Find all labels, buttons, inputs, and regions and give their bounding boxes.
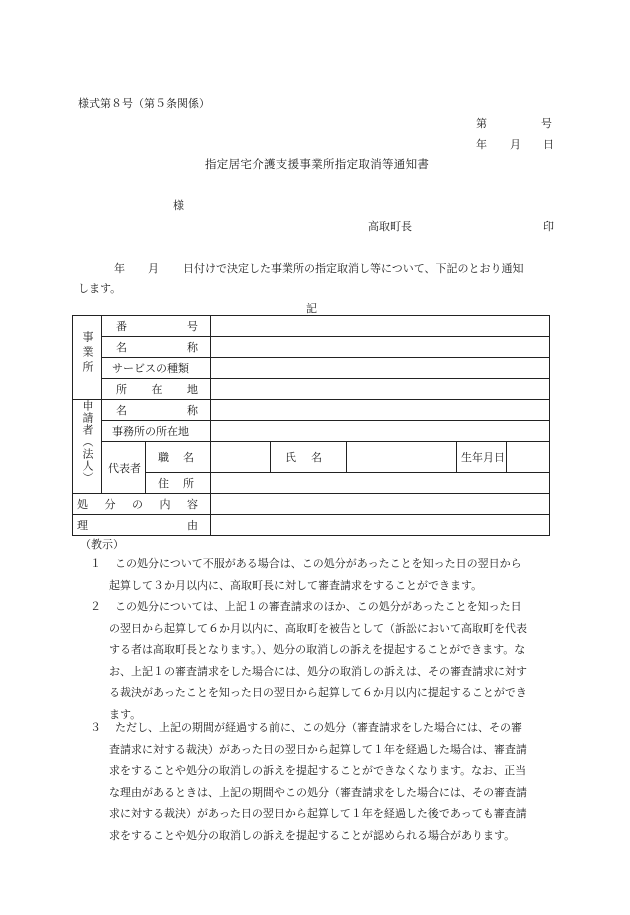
body-text-line1: 日付けで決定した事業所の指定取消し等について、下記のとおり通知 bbox=[183, 262, 524, 275]
body-month-label: 月 bbox=[148, 262, 159, 275]
kyouji-item-number: １ bbox=[90, 557, 101, 570]
rep-address-value[interactable] bbox=[211, 473, 550, 494]
kyouji-line: ただし、上記の期間が経過する前に、この処分（審査請求をした場合には、その審 bbox=[115, 721, 522, 734]
kyouji-line: この処分については、上記１の審査請求のほか、この処分があったことを知った日 bbox=[115, 600, 522, 613]
disposition-content-label: 処 分 の 内 容 bbox=[73, 494, 211, 515]
office-location-value[interactable] bbox=[211, 379, 550, 400]
service-type-label: サービスの種類 bbox=[102, 358, 211, 379]
document-number-prefix: 第 bbox=[476, 117, 487, 130]
office-group-label: 事業所 bbox=[73, 316, 102, 400]
kyouji-line: ます。 bbox=[109, 707, 142, 721]
applicant-office-location-label: 事務所の所在地 bbox=[102, 421, 211, 442]
kyouji-line: 起算して３か月以内に、高取町長に対して審査請求をすることができます。 bbox=[109, 578, 483, 592]
kyouji-line: お、上記１の審査請求をした場合には、処分の取消しの訴えは、その審査請求に対す bbox=[109, 664, 527, 678]
body-text-line2: します。 bbox=[78, 282, 122, 295]
applicant-name-value[interactable] bbox=[211, 400, 550, 421]
kyouji-line: 求をすることや処分の取消しの訴えを提起することが認められる場合があります。 bbox=[109, 828, 516, 842]
office-number-label: 番 号 bbox=[102, 316, 211, 337]
date-year-label: 年 bbox=[476, 138, 487, 151]
kyouji-line: る裁決があったことを知った日の翌日から起算して６か月以内に提起することができ bbox=[109, 686, 527, 699]
kyouji-line: の翌日から起算して６か月以内に、高取町を被告として（訴訟において高取町を代表 bbox=[109, 621, 527, 635]
kyouji-line: 求に対する裁決）があった日の翌日から起算して１年を経過した後であっても審査請 bbox=[109, 807, 527, 820]
office-name-label: 名 称 bbox=[102, 337, 211, 358]
kyouji-item-3 bbox=[90, 717, 560, 846]
reason-label: 理 由 bbox=[73, 515, 211, 536]
applicant-name-label: 名 称 bbox=[102, 400, 211, 421]
representative-label: 代表者 bbox=[102, 442, 146, 494]
kyouji-line: 求をすることや処分の取消しの訴えを提起することができなくなります。なお、正当 bbox=[109, 764, 527, 777]
kyouji-item-number: ２ bbox=[90, 600, 101, 613]
rep-title-value[interactable] bbox=[211, 442, 271, 473]
notice-body bbox=[78, 259, 558, 299]
kyouji-line: 査請求に対する裁決）があった日の翌日から起算して１年を経過した場合は、審査請 bbox=[109, 742, 527, 756]
rep-title-label: 職 名 bbox=[146, 442, 211, 473]
rep-name-value[interactable] bbox=[347, 442, 457, 473]
office-location-label: 所 在 地 bbox=[102, 379, 211, 400]
date-day-label: 日 bbox=[543, 138, 554, 151]
disposition-content-value[interactable] bbox=[211, 494, 550, 515]
kyouji-label: （教示） bbox=[80, 538, 124, 551]
kyouji-line: な理由があるときは、上記の期間やこの処分（審査請求をした場合には、その審査請 bbox=[109, 785, 527, 799]
recipient-honorific: 様 bbox=[173, 199, 184, 212]
document-number-suffix: 号 bbox=[541, 117, 552, 130]
seal-mark: 印 bbox=[543, 220, 554, 233]
kyouji-item-number: ３ bbox=[90, 721, 101, 734]
rep-birthdate-value[interactable] bbox=[507, 442, 550, 473]
office-number-value[interactable] bbox=[211, 316, 550, 337]
form-number: 様式第８号（第５条関係） bbox=[78, 97, 210, 110]
rep-address-label: 住 所 bbox=[146, 473, 211, 494]
date-month-label: 月 bbox=[510, 138, 521, 151]
body-year-label: 年 bbox=[114, 262, 125, 275]
applicant-office-location-value[interactable] bbox=[211, 421, 550, 442]
info-table bbox=[72, 315, 550, 536]
applicant-group-label: 申請者（法人） bbox=[73, 400, 102, 494]
ki-heading: 記 bbox=[306, 302, 317, 315]
office-name-value[interactable] bbox=[211, 337, 550, 358]
sender-name: 高取町長 bbox=[368, 220, 412, 233]
kyouji-line: する者は高取町長となります。）、処分の取消しの訴えを提起することができます。な bbox=[109, 643, 526, 656]
kyouji-line: この処分について不服がある場合は、この処分があったことを知った日の翌日から bbox=[115, 557, 522, 570]
rep-name-label: 氏 名 bbox=[271, 442, 347, 473]
service-type-value[interactable] bbox=[211, 358, 550, 379]
document-title: 指定居宅介護支援事業所指定取消等通知書 bbox=[205, 157, 430, 171]
kyouji-item-1 bbox=[90, 553, 560, 596]
reason-value[interactable] bbox=[211, 515, 550, 536]
kyouji-item-2 bbox=[90, 596, 560, 725]
rep-birthdate-label: 生年月日 bbox=[457, 442, 507, 473]
